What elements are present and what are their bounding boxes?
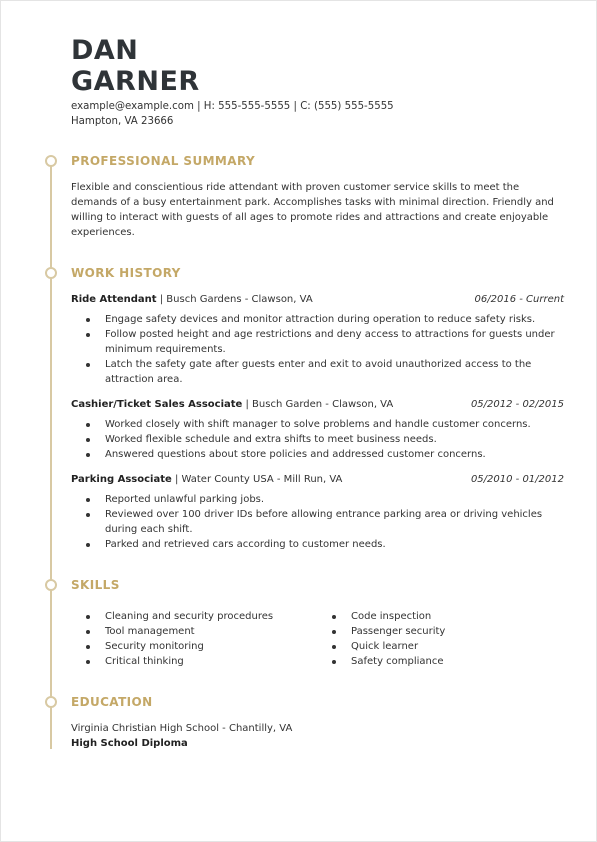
contact-info: [71, 99, 394, 129]
address-line: Hampton, VA 23666: [71, 116, 174, 127]
job-position-employer: [71, 397, 393, 412]
timeline-dot-work: [45, 267, 57, 279]
skills-heading: SKILLS: [71, 578, 120, 592]
summary-text: Flexible and conscientious ride attendant with proven customer service skills to meet the demands of a busy entertainment park. Accomplishes tasks with minimal direction. Friendly and willing to interact with guests of all ages to promote rides and attractions and create enjoyable experiences.: [71, 182, 554, 238]
list-item: Critical thinking: [71, 654, 566, 669]
list-item: Passenger security: [317, 624, 597, 639]
candidate-name: [71, 35, 200, 97]
list-item: Quick learner: [317, 639, 597, 654]
list-item: Parked and retrieved cars according to customer needs.: [71, 537, 566, 552]
job-dates: 05/2012 - 02/2015: [470, 399, 564, 410]
job-header: [71, 397, 564, 412]
timeline-dot-education: [45, 696, 57, 708]
job-bullets: [71, 417, 566, 462]
list-item: Security monitoring: [71, 639, 566, 654]
contact-line: example@example.com | H: 555-555-5555 | C: (555) 555-5555: [71, 101, 394, 112]
first-name: DAN: [71, 35, 139, 66]
list-item: Safety compliance: [317, 654, 597, 669]
job-dates: 06/2016 - Current: [474, 294, 564, 305]
skills-list-right: [317, 609, 597, 669]
timeline-dot-summary: [45, 155, 57, 167]
job-employer: | Busch Garden - Clawson, VA: [242, 399, 394, 410]
job-dates: 05/2010 - 01/2012: [470, 474, 564, 485]
timeline-line: [50, 165, 52, 749]
list-item: Worked flexible schedule and extra shifts to meet business needs.: [71, 432, 566, 447]
list-item: Worked closely with shift manager to solve problems and handle customer concerns.: [71, 417, 566, 432]
job-employer: | Water County USA - Mill Run, VA: [171, 474, 343, 485]
list-item: Code inspection: [317, 609, 597, 624]
job-position: Ride Attendant: [71, 294, 157, 305]
education-school: Virginia Christian High School - Chantilly, VA: [71, 723, 293, 734]
job-bullets: [71, 312, 566, 387]
last-name: GARNER: [71, 66, 200, 97]
job-header: [71, 472, 564, 487]
job-bullets: [71, 492, 566, 552]
list-item: Answered questions about store policies and addressed customer concerns.: [71, 447, 566, 462]
job-position-employer: [71, 472, 342, 487]
list-item: Engage safety devices and monitor attraction during operation to reduce safety risks.: [71, 312, 566, 327]
list-item: Reported unlawful parking jobs.: [71, 492, 566, 507]
job-header: [71, 292, 564, 307]
summary-heading: PROFESSIONAL SUMMARY: [71, 154, 256, 168]
work-history-heading: WORK HISTORY: [71, 266, 181, 280]
list-item: Latch the safety gate after guests enter and exit to avoid unauthorized access to the attraction area.: [71, 357, 566, 387]
list-item: Tool management: [71, 624, 566, 639]
job-employer: | Busch Gardens - Clawson, VA: [156, 294, 313, 305]
job-position: Cashier/Ticket Sales Associate: [71, 399, 243, 410]
job-position: Parking Associate: [71, 474, 172, 485]
list-item: Follow posted height and age restrictions and deny access to attractions for guests under minimum requirements.: [71, 327, 566, 357]
timeline-dot-skills: [45, 579, 57, 591]
education-heading: EDUCATION: [71, 695, 153, 709]
education-degree: High School Diploma: [71, 738, 188, 749]
job-position-employer: [71, 292, 313, 307]
list-item: Cleaning and security procedures: [71, 609, 566, 624]
list-item: Reviewed over 100 driver IDs before allowing entrance parking area or driving vehicles during each shift.: [71, 507, 566, 537]
